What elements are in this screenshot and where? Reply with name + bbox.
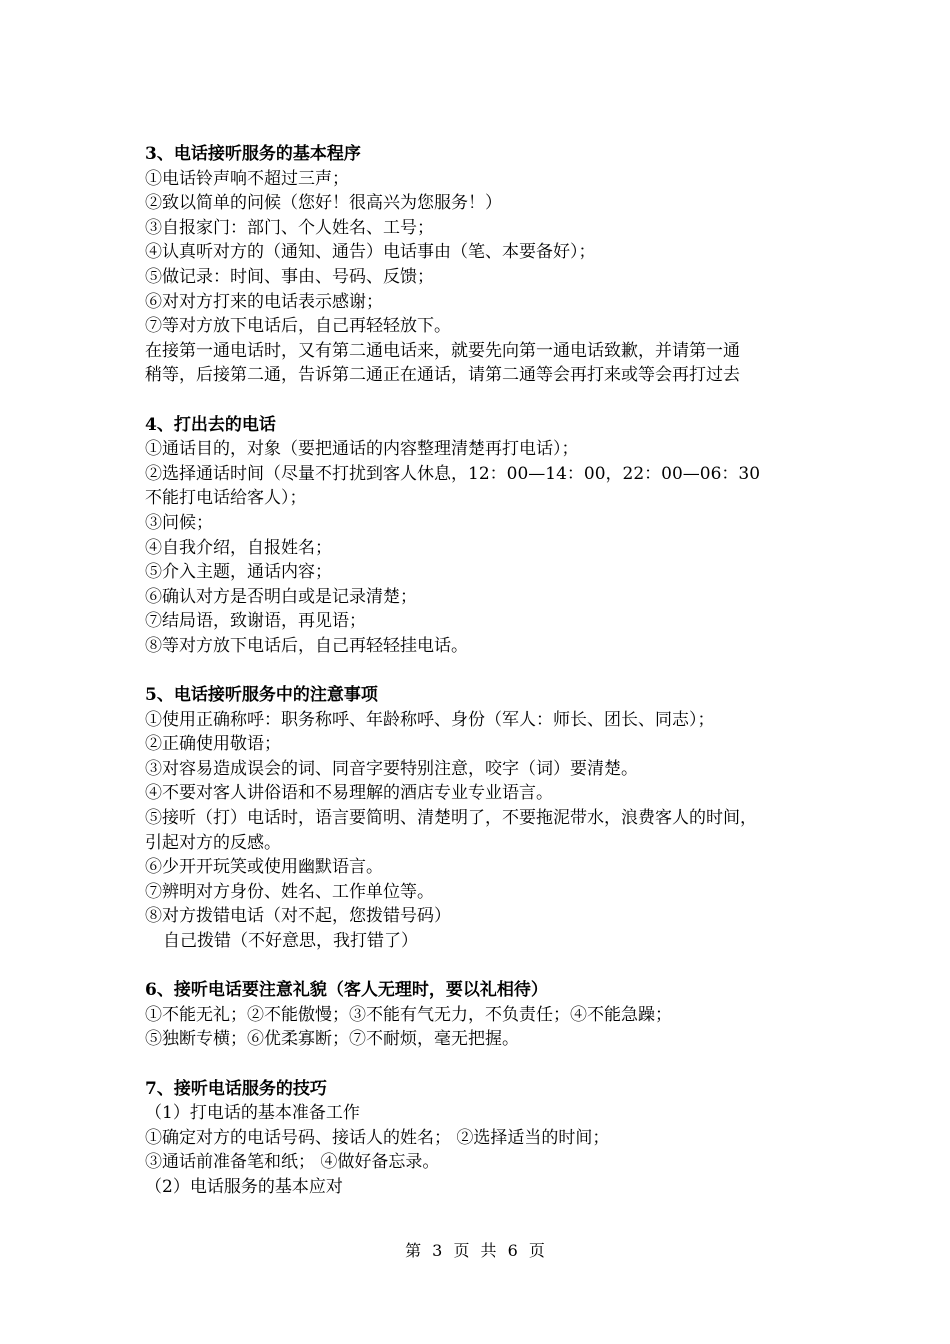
list-item: ⑤接听（打）电话时，语言要简明、清楚明了，不要拖泥带水，浪费客人的时间，: [145, 808, 757, 829]
section-6: [145, 978, 815, 1052]
list-item: ①使用正确称呼：职务称呼、年龄称呼、身份（军人：师长、团长、同志）；: [145, 709, 715, 730]
section-7: [145, 1077, 815, 1200]
list-item: ④自我介绍，自报姓名；: [145, 537, 332, 558]
page-footer: 第 3 页 共 6 页: [405, 1241, 545, 1260]
list-item: ⑦辨明对方身份、姓名、工作单位等。: [145, 881, 434, 902]
list-item: ③自报家门：部门、个人姓名、工号；: [145, 217, 434, 238]
section-heading: 3、电话接听服务的基本程序: [145, 144, 361, 164]
subheading: （2）电话服务的基本应对: [145, 1176, 343, 1197]
list-item: ⑧对方拨错电话（对不起，您拨错号码）: [145, 906, 451, 927]
paragraph-line: 稍等，后接第二通，告诉第二通正在通话，请第二通等会再打来或等会再打过去: [145, 365, 740, 386]
list-item: ⑤做记录：时间、事由、号码、反馈；: [145, 266, 434, 287]
list-item: ①电话铃声响不超过三声；: [145, 168, 349, 189]
list-item: ⑥少开开玩笑或使用幽默语言。: [145, 857, 383, 878]
list-item: 引起对方的反感。: [145, 832, 281, 853]
section-heading: 7、接听电话服务的技巧: [145, 1078, 327, 1099]
paragraph-line: 在接第一通电话时，又有第二通电话来，就要先向第一通电话致歉，并请第一通: [145, 340, 740, 361]
list-item: ⑤独断专横；⑥优柔寡断；⑦不耐烦，毫无把握。: [145, 1029, 519, 1050]
list-item: ③通话前准备笔和纸； ④做好备忘录。: [145, 1152, 440, 1173]
list-item: ①通话目的，对象（要把通话的内容整理清楚再打电话）；: [145, 439, 579, 460]
document-body: [145, 142, 815, 1224]
list-item: ①不能无礼；②不能傲慢；③不能有气无力，不负责任；④不能急躁；: [145, 1004, 672, 1025]
list-item: 自己拨错（不好意思，我打错了）: [163, 931, 418, 951]
section-3: [145, 142, 815, 388]
section-heading: 5、电话接听服务中的注意事项: [145, 685, 378, 706]
list-item: ①确定对方的电话号码、接话人的姓名； ②选择适当的时间；: [145, 1127, 610, 1148]
list-item: ⑥对对方打来的电话表示感谢；: [145, 291, 383, 312]
list-item: ⑥确认对方是否明白或是记录清楚；: [145, 586, 417, 607]
list-item: ③问候；: [145, 512, 213, 533]
list-item: ⑤介入主题，通话内容；: [145, 562, 332, 583]
subheading: （1）打电话的基本准备工作: [145, 1103, 360, 1124]
list-item: ⑧等对方放下电话后，自己再轻轻挂电话。: [145, 635, 468, 656]
list-item: ⑦结局语，致谢语，再见语；: [145, 611, 366, 632]
section-5: [145, 683, 815, 954]
list-item: ②选择通话时间（尽量不打扰到客人休息，12：00—14：00，22：00—06：30: [145, 463, 761, 484]
list-item: ⑦等对方放下电话后，自己再轻轻放下。: [145, 316, 451, 337]
list-item: ②致以简单的问候（您好！很高兴为您服务！）: [145, 193, 502, 214]
list-item: ④认真听对方的（通知、通告）电话事由（笔、本要备好）；: [145, 242, 596, 263]
section-4: [145, 413, 815, 659]
list-item: ②正确使用敬语；: [145, 734, 281, 755]
list-item: ③对容易造成误会的词、同音字要特别注意，咬字（词）要清楚。: [145, 758, 638, 779]
section-heading: 4、打出去的电话: [145, 414, 276, 435]
list-item: ④不要对客人讲俗语和不易理解的酒店专业专业语言。: [145, 783, 553, 804]
section-heading: 6、接听电话要注意礼貌（客人无理时，要以礼相待）: [145, 980, 548, 1001]
list-item: 不能打电话给客人）；: [145, 488, 307, 509]
